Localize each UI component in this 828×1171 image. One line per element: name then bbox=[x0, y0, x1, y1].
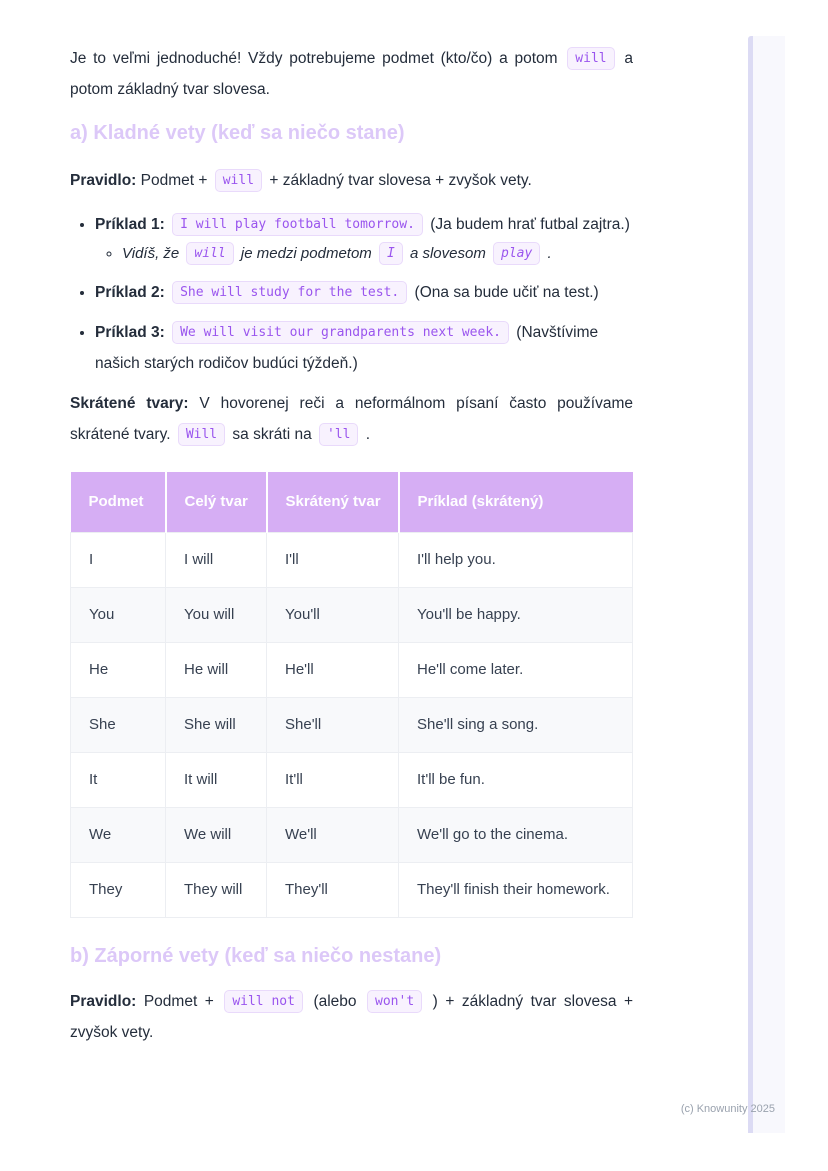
table-cell: It'll bbox=[267, 753, 399, 808]
table-cell: I bbox=[71, 533, 166, 588]
text-run: Príklad 1: bbox=[95, 216, 165, 233]
column-header: Príklad (skrátený) bbox=[399, 472, 633, 533]
text-run bbox=[165, 324, 169, 341]
list-item-text bbox=[122, 245, 552, 262]
table-cell: She will bbox=[166, 698, 267, 753]
table-cell: You bbox=[71, 588, 166, 643]
text-run: a potom základný tvar slovesa. bbox=[70, 50, 633, 98]
code-chip: won't bbox=[367, 990, 422, 1013]
code-chip: will bbox=[567, 47, 614, 70]
table-cell: She'll sing a song. bbox=[399, 698, 633, 753]
code-chip: I will play football tomorrow. bbox=[172, 213, 423, 236]
column-header: Podmet bbox=[71, 472, 166, 533]
table-cell: You will bbox=[166, 588, 267, 643]
table-cell: He will bbox=[166, 643, 267, 698]
text-run: Skrátené tvary: bbox=[70, 395, 189, 412]
table-cell: They will bbox=[166, 863, 267, 918]
text-run: sa skráti na bbox=[228, 426, 316, 443]
table-cell: He'll come later. bbox=[399, 643, 633, 698]
text-run: Vidíš, že bbox=[122, 245, 184, 262]
text-run: . bbox=[361, 426, 371, 443]
table-cell: He bbox=[71, 643, 166, 698]
column-header: Celý tvar bbox=[166, 472, 267, 533]
code-chip: will bbox=[186, 242, 233, 265]
text-run: (alebo bbox=[305, 993, 365, 1010]
text-run: je medzi podmetom bbox=[236, 245, 376, 262]
text-run: Príklad 3: bbox=[95, 324, 165, 341]
text-run: (Ja budem hrať futbal zajtra.) bbox=[425, 216, 630, 233]
watermark: (c) Knowunity 2025 bbox=[680, 1103, 775, 1115]
text-run: Je to veľmi jednoduché! Vždy potrebujeme podmet (kto/čo) a potom bbox=[70, 50, 565, 67]
text-run: + základný tvar slovesa + zvyšok vety. bbox=[265, 172, 532, 189]
document-content bbox=[70, 0, 633, 1048]
code-chip: She will study for the test. bbox=[172, 281, 407, 304]
text-run: ) + základný tvar slovesa + zvyšok vety. bbox=[70, 993, 634, 1041]
text-run bbox=[165, 284, 169, 301]
text-run: V hovorenej reči a neformálnom písaní často používame skrátené tvary. bbox=[70, 395, 633, 443]
list-item-text bbox=[95, 284, 599, 301]
table-row bbox=[71, 643, 633, 698]
code-chip: will bbox=[215, 169, 262, 192]
code-chip: 'll bbox=[319, 423, 358, 446]
text-run: Príklad 2: bbox=[95, 284, 165, 301]
table-cell: It'll be fun. bbox=[399, 753, 633, 808]
text-run: a slovesom bbox=[405, 245, 490, 262]
table-row bbox=[71, 808, 633, 863]
intro-paragraph bbox=[70, 43, 633, 105]
examples-list bbox=[70, 209, 633, 379]
table-cell: I'll bbox=[267, 533, 399, 588]
table-cell: They'll bbox=[267, 863, 399, 918]
section-heading-positive: a) Kladné vety (keď sa niečo stane) bbox=[70, 122, 405, 144]
text-run: Podmet + bbox=[136, 172, 212, 189]
code-chip: play bbox=[493, 242, 540, 265]
text-run: Podmet + bbox=[136, 993, 222, 1010]
table-cell: They'll finish their homework. bbox=[399, 863, 633, 918]
text-run: Pravidlo: bbox=[70, 172, 137, 189]
table-cell: They bbox=[71, 863, 166, 918]
table-row bbox=[71, 698, 633, 753]
table-cell: She'll bbox=[267, 698, 399, 753]
short-forms-paragraph bbox=[70, 388, 633, 450]
rule-positive-paragraph bbox=[70, 165, 633, 196]
text-run bbox=[165, 216, 169, 233]
column-header: Skrátený tvar bbox=[267, 472, 399, 533]
code-chip: I bbox=[379, 242, 403, 265]
table-cell: You'll be happy. bbox=[399, 588, 633, 643]
list-item-note bbox=[122, 240, 633, 268]
section-heading-negative: b) Záporné vety (keď sa niečo nestane) bbox=[70, 945, 442, 967]
list-item-example-3 bbox=[95, 317, 633, 379]
code-chip: will not bbox=[224, 990, 303, 1013]
text-run: . bbox=[543, 245, 552, 262]
table-cell: I'll help you. bbox=[399, 533, 633, 588]
code-chip: Will bbox=[178, 423, 225, 446]
table-cell: We bbox=[71, 808, 166, 863]
contractions-table bbox=[70, 472, 633, 918]
table-cell: It will bbox=[166, 753, 267, 808]
contractions-table-body bbox=[71, 533, 633, 918]
rule-negative-paragraph bbox=[70, 986, 633, 1048]
table-cell: She bbox=[71, 698, 166, 753]
list-item-example-1 bbox=[95, 209, 633, 268]
code-chip: We will visit our grandparents next week. bbox=[172, 321, 509, 344]
example-1-sublist bbox=[95, 240, 633, 268]
table-row bbox=[71, 863, 633, 918]
table-cell: We'll go to the cinema. bbox=[399, 808, 633, 863]
table-cell: We'll bbox=[267, 808, 399, 863]
list-item-text bbox=[95, 216, 630, 233]
table-cell: We will bbox=[166, 808, 267, 863]
text-run: Pravidlo: bbox=[70, 993, 137, 1010]
table-row bbox=[71, 753, 633, 808]
list-item-text bbox=[95, 324, 598, 372]
table-cell: You'll bbox=[267, 588, 399, 643]
next-page-edge bbox=[748, 36, 785, 1133]
table-cell: He'll bbox=[267, 643, 399, 698]
table-row bbox=[71, 533, 633, 588]
table-cell: I will bbox=[166, 533, 267, 588]
contractions-table-head-row bbox=[71, 472, 633, 533]
text-run: (Navštívime našich starých rodičov budúci týždeň.) bbox=[95, 324, 599, 372]
text-run: (Ona sa bude učiť na test.) bbox=[410, 284, 599, 301]
list-item-example-2 bbox=[95, 277, 633, 308]
table-cell: It bbox=[71, 753, 166, 808]
table-row bbox=[71, 588, 633, 643]
